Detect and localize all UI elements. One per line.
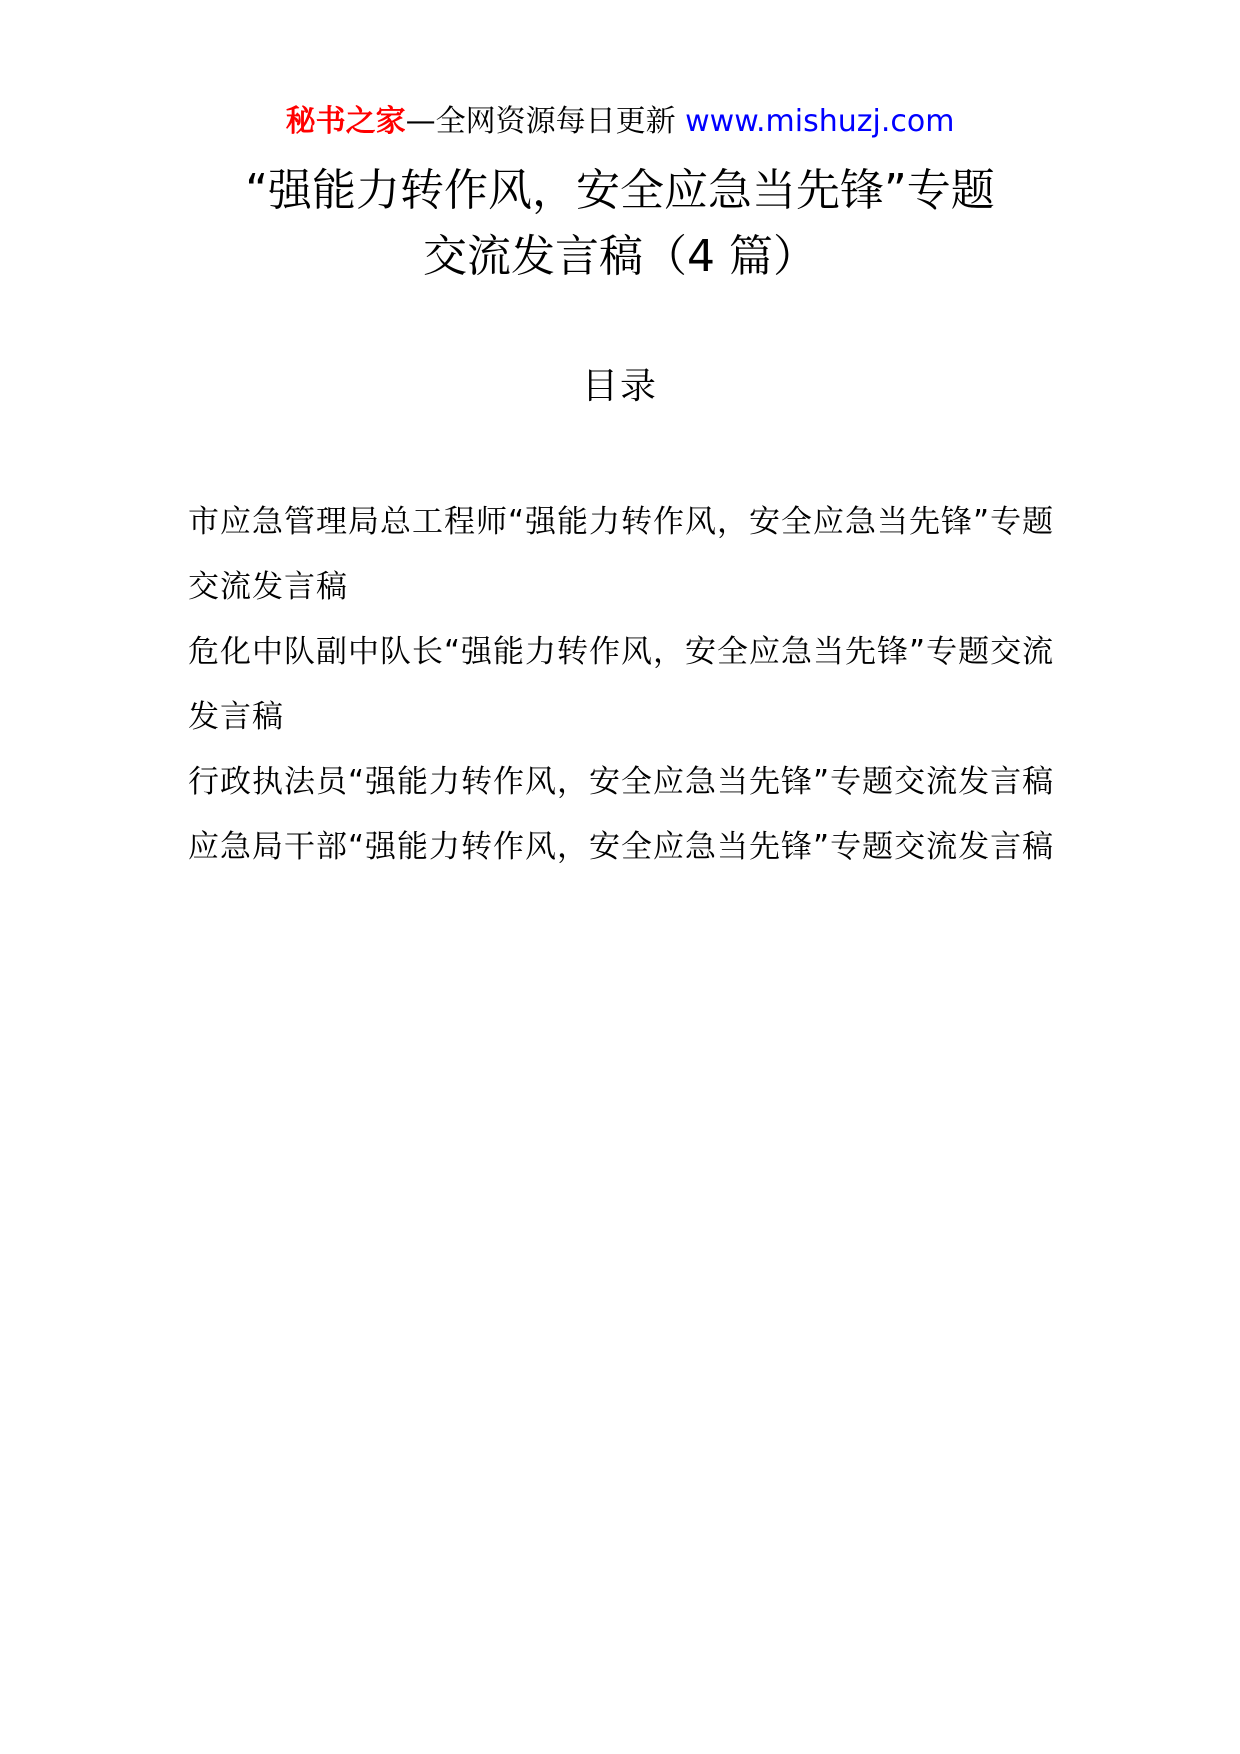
toc-heading: 目录 <box>581 366 658 407</box>
site-banner <box>0 100 1240 144</box>
toc-item: 危化中队副中队长“强能力转作风，安全应急当先锋”专题交流发言稿 <box>188 634 1055 735</box>
title-line-2: 交流发言稿（4 篇） <box>423 231 817 282</box>
banner-tagline: —全网资源每日更新 <box>405 104 676 139</box>
toc-item: 行政执法员“强能力转作风，安全应急当先锋”专题交流发言稿 <box>188 764 1055 800</box>
site-url-link[interactable]: www.mishuzj.com <box>685 104 955 139</box>
title-line-1: “强能力转作风，安全应急当先锋”专题 <box>245 165 995 216</box>
table-of-contents <box>188 490 1060 880</box>
document-title <box>0 158 1240 290</box>
toc-item: 应急局干部“强能力转作风，安全应急当先锋”专题交流发言稿 <box>188 829 1055 865</box>
brand-name: 秘书之家 <box>285 104 406 139</box>
toc-item: 市应急管理局总工程师“强能力转作风，安全应急当先锋”专题交流发言稿 <box>188 504 1055 605</box>
